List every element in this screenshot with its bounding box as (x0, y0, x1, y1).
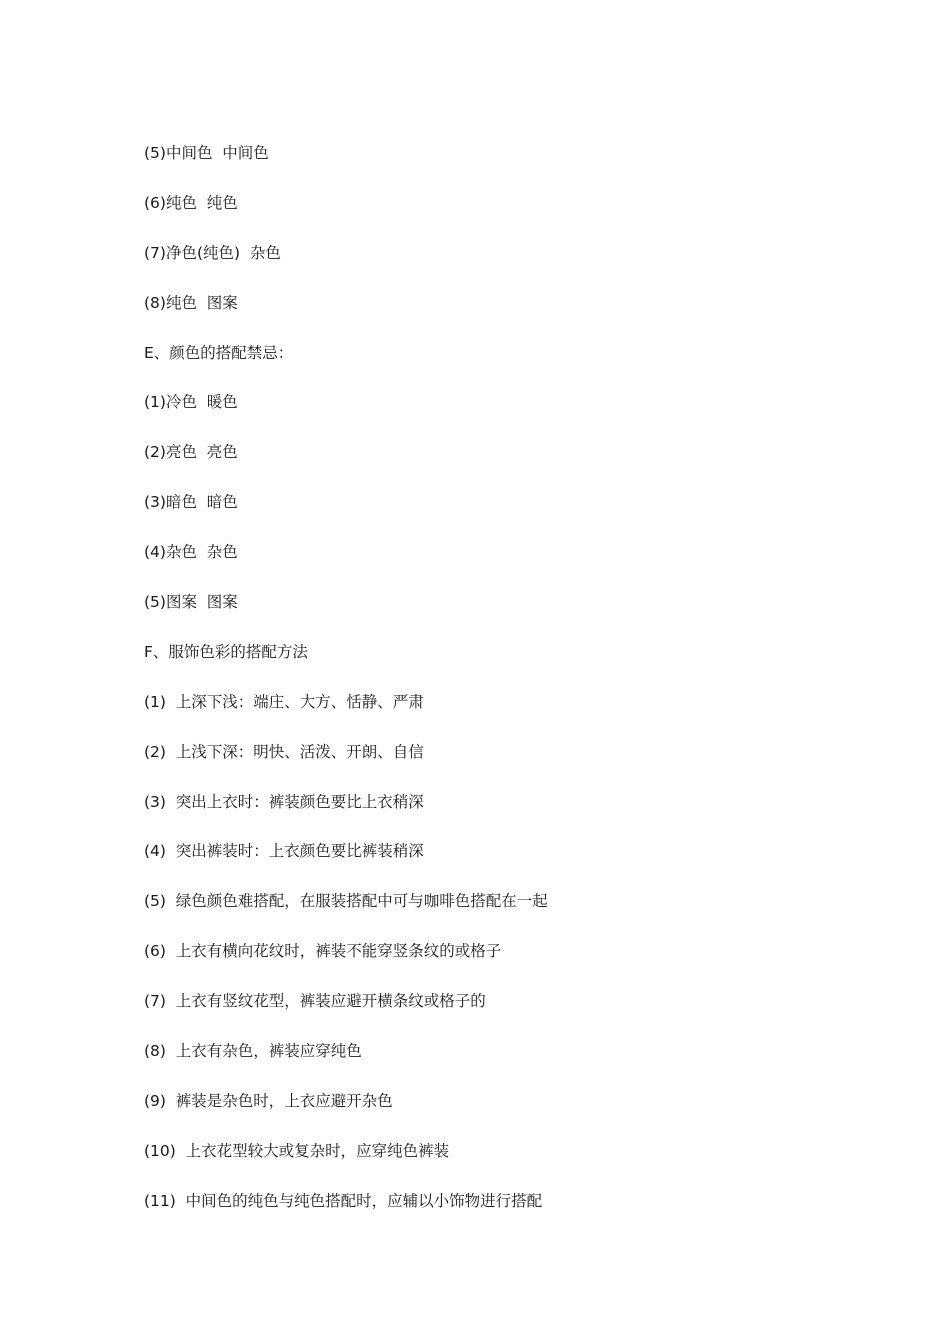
section-heading: F、服饰色彩的搭配方法 (144, 642, 308, 661)
section-heading: E、颜色的搭配禁忌： (144, 343, 294, 362)
text-line: (5) 绿色颜色难搭配，在服装搭配中可与咖啡色搭配在一起 (144, 892, 548, 911)
text-line: (6) 上衣有横向花纹时，裤装不能穿竖条纹的或格子 (144, 942, 502, 961)
text-line: (5)中间色 中间色 (144, 144, 269, 162)
text-lines (144, 140, 548, 1238)
text-line: (4) 突出裤装时：上衣颜色要比裤装稍深 (144, 842, 424, 861)
text-line: (3)暗色 暗色 (144, 493, 238, 512)
text-line: (3) 突出上衣时：裤装颜色要比上衣稍深 (144, 792, 424, 811)
text-line: (11) 中间色的纯色与纯色搭配时，应辅以小饰物进行搭配 (144, 1191, 543, 1210)
text-line: (4)杂色 杂色 (144, 543, 238, 562)
text-line: (8)纯色 图案 (144, 293, 238, 312)
text-line: (2)亮色 亮色 (144, 443, 238, 462)
text-line: (8) 上衣有杂色，裤装应穿纯色 (144, 1042, 362, 1061)
text-line: (9) 裤装是杂色时，上衣应避开杂色 (144, 1091, 393, 1110)
text-line: (7) 上衣有竖纹花型，裤装应避开横条纹或格子的 (144, 992, 486, 1011)
text-line: (5)图案 图案 (144, 593, 238, 612)
text-line: (1) 上深下浅：端庄、大方、恬静、严肃 (144, 692, 424, 711)
text-line: (10) 上衣花型较大或复杂时，应穿纯色裤装 (144, 1141, 450, 1160)
text-line: (7)净色(纯色) 杂色 (144, 243, 281, 262)
text-line: (1)冷色 暖色 (144, 393, 238, 412)
text-line: (2) 上浅下深：明快、活泼、开朗、自信 (144, 742, 424, 761)
text-line: (6)纯色 纯色 (144, 193, 238, 212)
